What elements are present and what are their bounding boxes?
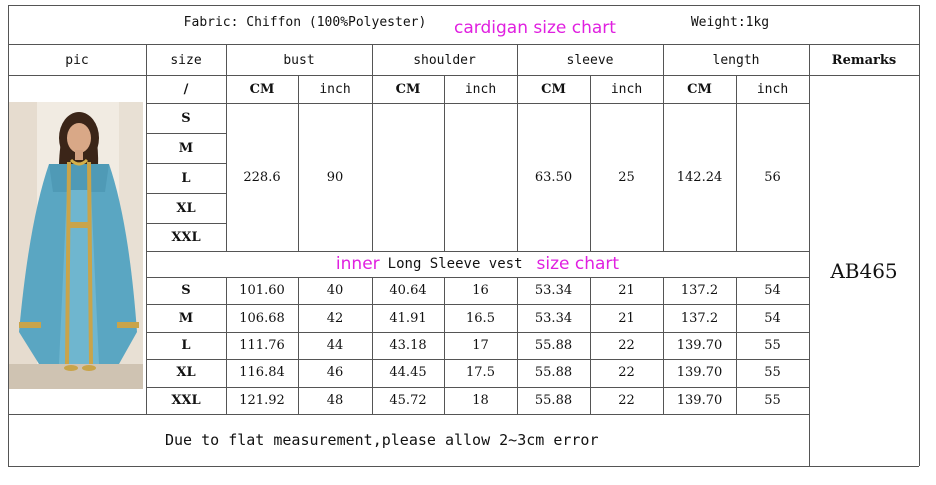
grid-vline — [226, 44, 227, 251]
col-remarks: Remarks — [831, 52, 897, 68]
unit-shoulder-inch: inch — [464, 81, 497, 97]
col-sleeve: sleeve — [566, 52, 614, 68]
grid-vline — [517, 44, 518, 251]
footer-note-text: Due to flat measurement,please allow 2~3cm error — [165, 431, 599, 449]
inner-row-1-length-cm: 137.2 — [680, 283, 719, 299]
grid-hline — [8, 5, 919, 6]
inner-row-1-size: S — [181, 283, 191, 299]
cardigan-size-m: M — [178, 140, 194, 156]
grid-hline — [146, 75, 919, 76]
grid-hline — [146, 133, 226, 134]
footer-note — [8, 414, 809, 466]
grid-vline — [444, 277, 445, 414]
grid-vline — [298, 75, 299, 251]
grid-vline — [590, 75, 591, 251]
inner-row-4-bust-cm: 116.84 — [239, 365, 285, 381]
inner-row-2-size: M — [178, 310, 194, 326]
inner-row-4-length-cm: 139.70 — [676, 365, 723, 381]
cardigan-title: cardigan size chart — [454, 18, 616, 38]
inner-row-5-length-inch: 55 — [764, 392, 781, 408]
inner-row-3-sleeve-inch: 22 — [618, 337, 635, 353]
unit-sleeve-cm: CM — [541, 81, 566, 97]
cardigan-sleeve-cm: 63.50 — [534, 169, 573, 185]
grid-hline — [146, 277, 809, 278]
product-photo — [9, 102, 143, 389]
grid-hline — [146, 223, 226, 224]
cardigan-size-s: S — [181, 110, 191, 126]
inner-row-3-sleeve-cm: 55.88 — [534, 337, 573, 353]
inner-row-2-length-inch: 54 — [764, 310, 781, 326]
inner-title-pink-left: inner — [335, 254, 380, 274]
inner-row-1-shoulder-cm: 40.64 — [389, 283, 427, 299]
inner-row-5-shoulder-cm: 45.72 — [389, 392, 427, 408]
grid-vline — [809, 44, 810, 466]
inner-row-5-size: XXL — [171, 392, 201, 408]
inner-row-4-sleeve-inch: 22 — [618, 365, 635, 381]
unit-length-cm: CM — [687, 81, 712, 97]
inner-row-5-shoulder-inch: 18 — [472, 392, 489, 408]
inner-row-2-bust-inch: 42 — [326, 310, 344, 326]
grid-hline — [8, 75, 146, 76]
cardigan-length-cm: 142.24 — [676, 169, 723, 185]
grid-hline — [146, 193, 226, 194]
inner-row-1-sleeve-inch: 21 — [618, 283, 635, 299]
inner-row-3-bust-inch: 44 — [326, 337, 344, 353]
grid-vline — [146, 44, 147, 414]
inner-title-black: Long Sleeve vest — [387, 256, 523, 272]
inner-row-4-bust-inch: 46 — [326, 365, 344, 381]
grid-vline — [590, 277, 591, 414]
inner-row-3-length-inch: 55 — [764, 337, 781, 353]
inner-row-5-sleeve-inch: 22 — [618, 392, 635, 408]
inner-row-5-sleeve-cm: 55.88 — [534, 392, 573, 408]
inner-row-2-sleeve-cm: 53.34 — [534, 310, 573, 326]
unit-bust-inch: inch — [319, 81, 351, 97]
model-dress-image — [9, 102, 143, 389]
grid-vline — [517, 277, 518, 414]
remark-code: AB465 — [830, 258, 898, 283]
fabric-label: Fabric: Chiffon (100%Polyester) — [183, 14, 427, 30]
unit-length-inch: inch — [756, 81, 789, 97]
cardigan-shoulder-cm — [372, 103, 444, 251]
grid-vline — [372, 277, 373, 414]
inner-row-3-size: L — [181, 337, 191, 353]
unit-slash: / — [183, 81, 189, 97]
col-shoulder: shoulder — [413, 52, 476, 68]
inner-row-4-sleeve-cm: 55.88 — [534, 365, 573, 381]
inner-row-5-length-cm: 139.70 — [676, 392, 723, 408]
grid-vline — [663, 277, 664, 414]
inner-row-4-size: XL — [176, 365, 196, 381]
grid-hline — [146, 332, 809, 333]
inner-row-2-length-cm: 137.2 — [680, 310, 719, 326]
grid-hline — [146, 387, 809, 388]
inner-row-2-bust-cm: 106.68 — [239, 310, 285, 326]
inner-title-pink-right: size chart — [536, 254, 620, 274]
grid-vline — [444, 75, 445, 251]
col-pic: pic — [65, 52, 89, 68]
grid-hline — [8, 44, 919, 45]
weight-label: Weight:1kg — [690, 14, 770, 30]
cardigan-shoulder-inch — [444, 103, 517, 251]
inner-row-2-sleeve-inch: 21 — [618, 310, 635, 326]
cardigan-size-xl: XL — [176, 200, 196, 216]
cardigan-sleeve-inch: 25 — [618, 169, 635, 185]
inner-row-4-shoulder-inch: 17.5 — [466, 365, 495, 381]
inner-row-5-bust-inch: 48 — [326, 392, 344, 408]
inner-row-1-bust-cm: 101.60 — [239, 283, 285, 299]
inner-row-3-shoulder-inch: 17 — [472, 337, 489, 353]
grid-hline — [146, 251, 809, 252]
inner-row-1-sleeve-cm: 53.34 — [534, 283, 573, 299]
inner-title — [146, 251, 809, 277]
unit-sleeve-inch: inch — [610, 81, 643, 97]
grid-vline — [226, 277, 227, 414]
inner-row-5-bust-cm: 121.92 — [239, 392, 285, 408]
unit-bust-cm: CM — [249, 81, 275, 97]
grid-vline — [736, 75, 737, 251]
inner-row-4-length-inch: 55 — [764, 365, 781, 381]
grid-vline — [298, 277, 299, 414]
cardigan-size-l: L — [181, 170, 191, 186]
cardigan-bust-inch: 90 — [326, 169, 344, 185]
cardigan-length-inch: 56 — [764, 169, 781, 185]
grid-vline — [372, 44, 373, 251]
inner-row-3-length-cm: 139.70 — [676, 337, 723, 353]
inner-row-4-shoulder-cm: 44.45 — [389, 365, 427, 381]
cardigan-bust-cm: 228.6 — [243, 169, 281, 185]
inner-row-3-bust-cm: 111.76 — [239, 337, 285, 353]
grid-hline — [8, 414, 809, 415]
grid-hline — [146, 103, 809, 104]
grid-vline — [919, 5, 920, 466]
grid-hline — [146, 163, 226, 164]
inner-row-2-shoulder-inch: 16.5 — [466, 310, 495, 326]
grid-hline — [146, 304, 809, 305]
unit-shoulder-cm: CM — [395, 81, 421, 97]
grid-hline — [146, 359, 809, 360]
inner-row-1-shoulder-inch: 16 — [472, 283, 489, 299]
inner-row-1-bust-inch: 40 — [326, 283, 344, 299]
inner-row-2-shoulder-cm: 41.91 — [389, 310, 427, 326]
grid-vline — [663, 44, 664, 251]
col-length: length — [712, 52, 760, 68]
col-bust: bust — [283, 52, 315, 68]
inner-row-3-shoulder-cm: 43.18 — [389, 337, 427, 353]
grid-hline — [8, 466, 919, 467]
inner-row-1-length-inch: 54 — [764, 283, 781, 299]
grid-vline — [736, 277, 737, 414]
cardigan-size-xxl: XXL — [171, 229, 201, 245]
col-size: size — [170, 52, 202, 68]
